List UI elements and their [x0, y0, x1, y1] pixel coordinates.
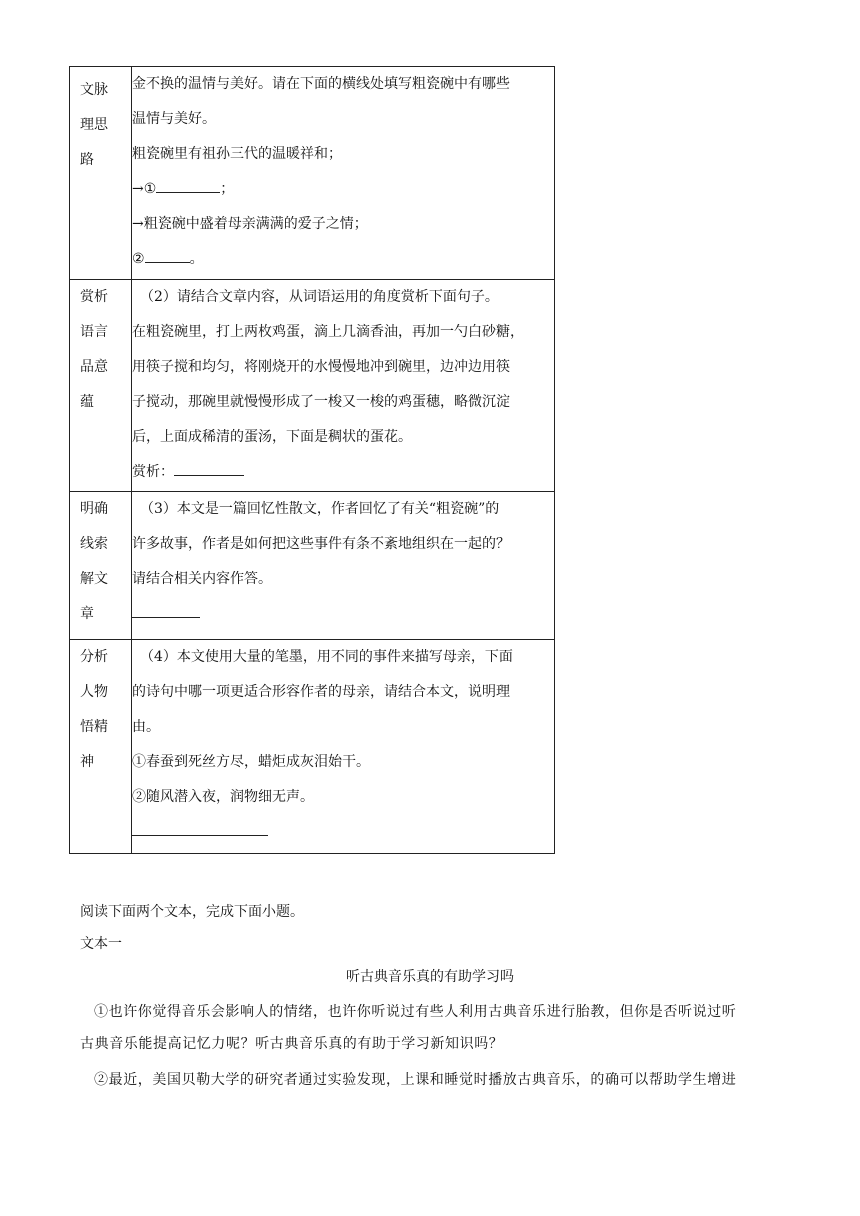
question-line: ①春蚕到死丝方尽，蜡炬成灰泪始干。 — [132, 754, 370, 770]
question-line: 用筷子搅和均匀，将刚烧开的水慢慢地冲到碗里，边冲边用筷 — [132, 359, 510, 375]
table-row — [70, 492, 555, 640]
category-text: 蕴 — [80, 394, 94, 410]
question-line: 粗瓷碗里有祖孙三代的温暖祥和； — [132, 146, 342, 162]
table-row — [70, 640, 555, 854]
question-line: （4）本文使用大量的笔墨，用不同的事件来描写母亲，下面 — [140, 649, 513, 665]
category-cell — [70, 640, 132, 854]
paragraph-line: ②最近，美国贝勒大学的研究者通过实验发现，上课和睡觉时播放古典音乐，的确可以帮助学生增进 — [94, 1072, 737, 1088]
category-text: 解文 — [80, 571, 108, 587]
answer-line-2 — [132, 242, 554, 277]
answer-blank[interactable] — [145, 248, 190, 263]
question-cell — [132, 67, 555, 280]
paragraph-line: 古典音乐能提高记忆力呢？听古典音乐真的有助于学习新知识吗？ — [80, 1036, 504, 1052]
question-line: 的诗句中哪一项更适合形容作者的母亲，请结合本文，说明理 — [132, 684, 510, 700]
reading-instruction: 阅读下面两个文本，完成下面小题。 — [80, 904, 304, 920]
question-cell — [132, 492, 555, 640]
question-line: 子搅动，那碗里就慢慢形成了一梭又一梭的鸡蛋穗，略微沉淀 — [132, 394, 510, 410]
answer-blank[interactable] — [132, 603, 200, 618]
paragraph-line: ①也许你觉得音乐会影响人的情绪，也许你听说过有些人利用古典音乐进行胎教，但你是否听说过听 — [94, 1004, 737, 1020]
question-line: ②随风潜入夜，润物细无声。 — [132, 789, 314, 805]
text-label: 文本一 — [80, 936, 122, 952]
category-text: 明确 — [80, 501, 108, 517]
answer-line — [132, 815, 554, 850]
category-cell — [70, 492, 132, 640]
question-line: 由。 — [132, 719, 160, 735]
question-line: 请结合相关内容作答。 — [132, 571, 272, 587]
answer-line — [132, 455, 554, 490]
category-text: 理思 — [80, 117, 108, 133]
category-text: 线索 — [80, 536, 108, 552]
category-text: 品意 — [80, 359, 108, 375]
category-cell — [70, 67, 132, 280]
answer-line — [132, 597, 554, 632]
table-row — [70, 280, 555, 492]
category-text: 章 — [80, 606, 94, 622]
answer-blank[interactable] — [132, 821, 268, 836]
answer-prefix: →① — [132, 181, 157, 197]
article-title: 听古典音乐真的有助学习吗 — [346, 969, 514, 985]
question-table — [69, 66, 555, 854]
question-cell — [132, 280, 555, 492]
answer-blank[interactable] — [156, 178, 220, 193]
category-text: 悟精 — [80, 719, 108, 735]
table-row — [70, 67, 555, 280]
category-text: 人物 — [80, 684, 108, 700]
answer-line-1 — [132, 172, 554, 207]
question-line: 温情与美好。 — [132, 111, 216, 127]
question-line: （3）本文是一篇回忆性散文，作者回忆了有关“粗瓷碗”的 — [140, 501, 500, 517]
question-line: 金不换的温情与美好。请在下面的横线处填写粗瓷碗中有哪些 — [132, 76, 510, 92]
answer-prefix: 赏析： — [132, 464, 174, 480]
category-cell — [70, 280, 132, 492]
question-line: →粗瓷碗中盛着母亲满满的爱子之情； — [132, 216, 368, 232]
category-text: 神 — [80, 754, 94, 770]
article-paragraph-1 — [80, 996, 782, 1060]
answer-prefix: ② — [132, 251, 145, 267]
category-text: 分析 — [80, 649, 108, 665]
answer-suffix: 。 — [189, 251, 204, 267]
category-text: 文脉 — [80, 82, 108, 98]
question-line: （2）请结合文章内容，从词语运用的角度赏析下面句子。 — [140, 289, 499, 305]
question-line: 许多故事，作者是如何把这些事件有条不紊地组织在一起的？ — [132, 536, 510, 552]
question-line: 后，上面成稀清的蛋汤，下面是稠状的蛋花。 — [132, 429, 412, 445]
category-text: 赏析 — [80, 289, 108, 305]
question-line: 在粗瓷碗里，打上两枚鸡蛋，滴上几滴香油，再加一勺白砂糖， — [132, 324, 524, 340]
question-cell — [132, 640, 555, 854]
category-text: 路 — [80, 152, 94, 168]
category-text: 语言 — [80, 324, 108, 340]
article-paragraph-2 — [80, 1064, 782, 1096]
answer-blank[interactable] — [174, 461, 244, 476]
answer-suffix: ； — [220, 181, 235, 197]
